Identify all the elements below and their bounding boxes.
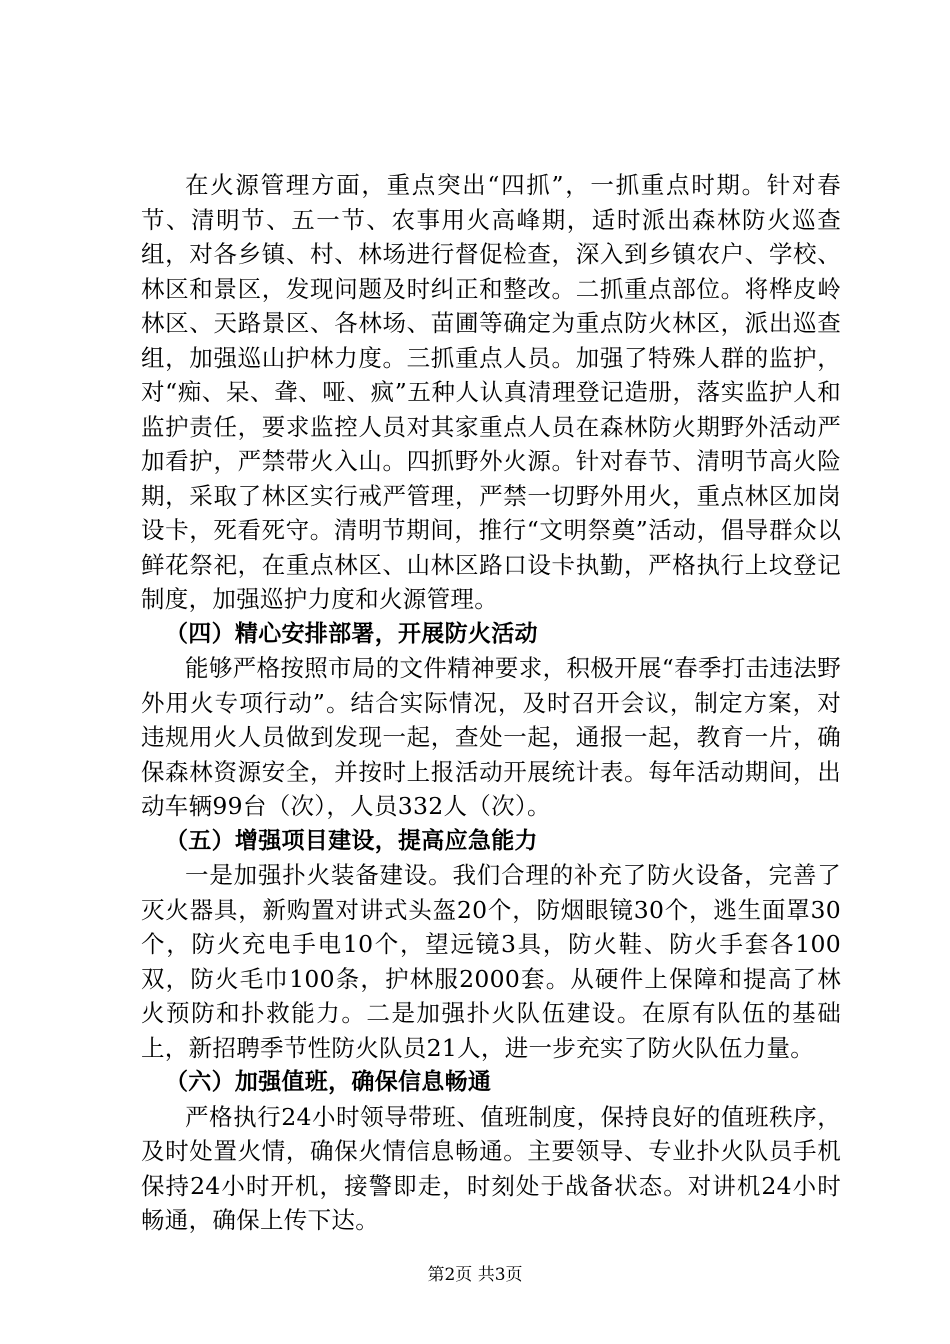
paragraph-fire-source-management: 在火源管理方面，重点突出“四抓”，一抓重点时期。针对春节、清明节、五一节、农事用火高峰期，适时派出森林防火巡查组，对各乡镇、村、林场进行督促检查，深入到乡镇农户、学校、林区和景区，发现问题及时纠正和整改。二抓重点部位。将桦皮岭林区、天路景区、各林场、苗圃等确定为重点防火林区，派出巡查组，加强巡山护林力度。三抓重点人员。加强了特殊人群的监护，对“痴、呆、聋、哑、疯”五种人认真清理登记造册，落实监护人和监护责任，要求监控人员对其家重点人员在森林防火期野外活动严加看护，严禁带火入山。四抓野外火源。针对春节、清明节高火险期，采取了林区实行戒严管理，严禁一切野外用火，重点林区加岗设卡，死看死守。清明节期间，推行“文明祭奠”活动，倡导群众以鲜花祭祀，在重点林区、山林区路口设卡执勤，严格执行上坟登记制度，加强巡护力度和火源管理。 [141, 171, 841, 613]
section-heading-4: （四）精心安排部署，开展防火活动 [165, 620, 538, 647]
section-heading-5: （五）增强项目建设，提高应急能力 [165, 827, 538, 854]
paragraph-duty-shifts: 严格执行24小时领导带班、值班制度，保持良好的值班秩序，及时处置火情，确保火情信息畅通。主要领导、专业扑火队员手机保持24小时开机，接警即走，时刻处于战备状态。对讲机24小时畅通，确保上传下达。 [141, 1102, 841, 1234]
page-number-footer: 第2页 共3页 [427, 1265, 523, 1285]
paragraph-fire-prevention-activities: 能够严格按照市局的文件精神要求，积极开展“春季打击违法野外用火专项行动”。结合实际情况，及时召开会议，制定方案，对违规用火人员做到发现一起，查处一起，通报一起，教育一片，确保森林资源安全，并按时上报活动开展统计表。每年活动期间，出动车辆99台（次），人员332人（次）。 [141, 654, 841, 820]
section-heading-6: （六）加强值班，确保信息畅通 [165, 1069, 492, 1095]
document-body [141, 168, 841, 1238]
paragraph-project-construction: 一是加强扑火装备建设。我们合理的补充了防火设备，完善了灭火器具，新购置对讲式头盔20个，防烟眼镜30个，逃生面罩30个，防火充电手电10个，望远镜3具，防火鞋、防火手套各100双，防火毛巾100条，护林服2000套。从硬件上保障和提高了林火预防和扑救能力。二是加强扑火队伍建设。在原有队伍的基础上，新招聘季节性防火队员21人，进一步充实了防火队伍力量。 [141, 861, 841, 1062]
